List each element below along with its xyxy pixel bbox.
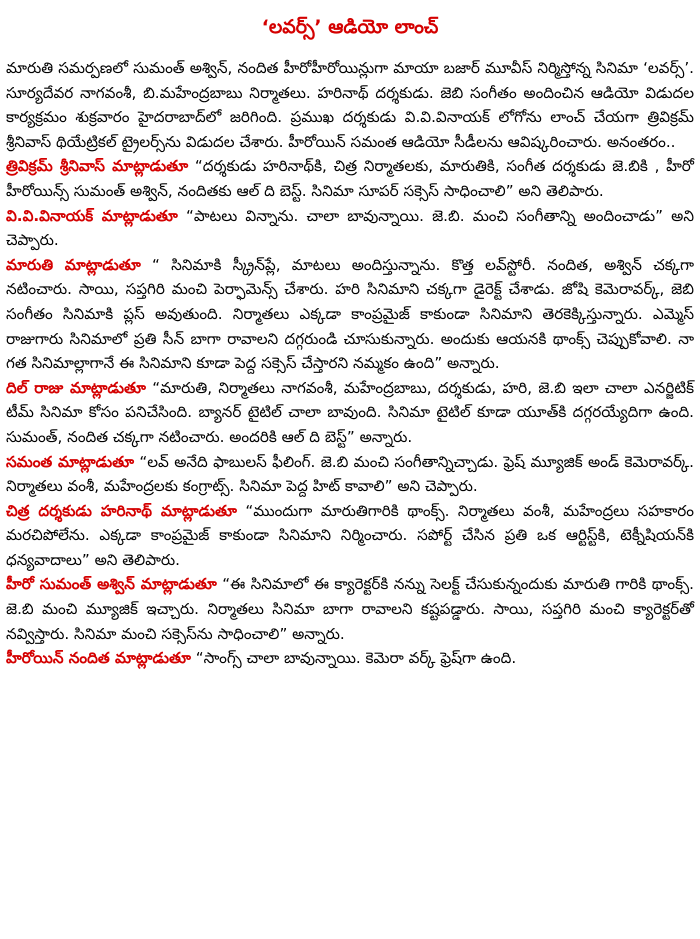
quote-paragraph — [6, 450, 694, 499]
quote-paragraph — [6, 154, 694, 203]
quote-paragraph — [6, 572, 694, 646]
quote-paragraph — [6, 499, 694, 573]
quote-paragraph — [6, 204, 694, 253]
speaker-name: మారుతి మాట్లాడుతూ — [6, 255, 141, 274]
quote-text: “పాటలు విన్నాను. చాలా బావున్నాయి. జె.బి. మంచి సంగీతాన్ని అందించాడు” అని చెప్పారు. — [6, 206, 694, 250]
intro-paragraph: మారుతి సమర్పణలో సుమంత్ అశ్విన్, నందిత హీరోహీరోయిన్లుగా మాయా బజార్ మూవీస్ నిర్మిస్తోన్న సినిమా ‘లవర్స్’. సూర్యదేవర నాగవంశీ, బి.మహేంద్రబాబు నిర్మాతలు. హరినాథ్ దర్శకుడు. జెబి సంగీతం అందించిన ఆడియో విడుదల కార్యక్రమం శుక్రవారం హైదరాబాద్‌లో జరిగింది. ప్రముఖ దర్శకుడు వి.వి.వినాయక్ లోగోను లాంచ్ చేయగా త్రివిక్రమ్ శ్రీనివాస్ థియేట్రికల్ ట్రైలర్స్‌ను విడుదల చేశారు. హీరోయిన్ సమంత ఆడియో సీడీలను ఆవిష్కరించారు. అనంతరం.. — [6, 59, 694, 151]
speaker-name: సమంత మాట్లాడుతూ — [6, 452, 135, 471]
quote-paragraph — [6, 376, 694, 450]
quote-text: “ముందుగా మారుతిగారికి థాంక్స్. నిర్మాతలు వంశీ, మహేంద్రలు సహకారం మరచిపోలేను. ఎక్కడా కాంప్రమైజ్ కాకుండా సినిమాని నిర్మించారు. సపోర్ట్ చేసిన ప్రతి ఒక ఆర్టిస్ట్‌కి, టెక్నీషియన్‌కి ధన్యవాదాలు” అని తెలిపారు. — [6, 501, 694, 569]
article-page — [0, 10, 700, 939]
quote-text: “దర్శకుడు హరినాథ్‌కి, చిత్ర నిర్మాతలకు, మారుతికి, సంగీత దర్శకుడు జె.బికి , హీరో హీరోయిన్స్ సుమంత్ అశ్విన్, నందితకు ఆల్ ది బెస్ట్. సినిమా సూపర్ సక్సెస్ సాధించాలి” అని తెలిపారు. — [6, 157, 694, 200]
quote-text: “ఈ సినిమాలో ఈ క్యారెక్టర్‌కి నన్ను సెలక్ట్ చేసుకున్నందుకు మారుతి గారికి థాంక్స్. జె.బి మంచి మ్యూజిక్ ఇచ్చారు. నిర్మాతలు సినిమా బాగా రావాలని కష్టపడ్డారు. సాయి, సప్తగిరి మంచి క్యారెక్టర్‌తో నవ్విస్తారు. సినిమా మంచి సక్సెస్‌ను సాధించాలి” అన్నారు. — [6, 575, 694, 643]
speaker-name: హీరో సుమంత్ అశ్విన్ మాట్లాడుతూ — [6, 575, 217, 594]
speaker-name: చిత్ర దర్శకుడు హరినాథ్ మాట్లాడుతూ — [6, 501, 237, 520]
speaker-name: వి.వి.వినాయక్ మాట్లాడుతూ — [6, 206, 178, 225]
quote-paragraph — [6, 646, 694, 671]
quote-text: “ సినిమాకి స్క్రీన్‌ప్లే, మాటలు అందిస్తున్నాను. కొత్త లవ్‌స్టోరీ. నందిత, అశ్విన్ చక్కగా నటించారు. సాయి, సప్తగిరి మంచి పెర్ఫామెన్స్ చేశారు. హరి సినిమాని చక్కగా డైరెక్ట్ చేశాడు. జోషి కెమెరావర్క్, జెబి సంగీతం సినిమాకి ప్లస్ అవుతుంది. నిర్మాతలు ఎక్కడా కాంప్రమైజ్ కాకుండా సినిమాని తెరకెక్కిస్తున్నారు. ఎమ్మెస్ రాజుగారు సినిమాలో ప్రతి సీన్ బాగా రావాలని దగ్గరుండి చూసుకున్నారు. అందుకు ఆయనకి థాంక్స్ చెప్పుకోవాలి. నా గత సినిమాల్లాగానే ఈ సినిమాని కూడా పెద్ద సక్సెస్ చేస్తారని నమ్మకం ఉంది” అన్నారు. — [6, 255, 694, 373]
speaker-name: దిల్ రాజు మాట్లాడుతూ — [6, 378, 146, 397]
article-body — [6, 56, 694, 671]
page-title: ‘లవర్స్’ ఆడియో లాంచ్ — [261, 16, 439, 38]
quote-text: “మారుతి, నిర్మాతలు నాగవంశీ, మహేంద్రబాబు, దర్శకుడు, హరి, జె.బి ఇలా చాలా ఎనర్జిటిక్ టీమ్ సినిమా కోసం పనిచేసింది. బ్యానర్ టైటిల్ చాలా బావుంది. సినిమా టైటిల్ కూడా యూత్‌కి దగ్గరయ్యేదిగా ఉంది. సుమంత్, నందిత చక్కగా నటించారు. అందరికి ఆల్ ది బెస్ట్” అన్నారు. — [6, 378, 695, 446]
speaker-name: హీరోయిన్ నందిత మాట్లాడుతూ — [6, 649, 191, 668]
speaker-name: త్రివిక్రమ్ శ్రీనివాస్ మాట్లాడుతూ — [6, 157, 189, 176]
quote-text: “లవ్ అనేది ఫాబులస్ ఫీలింగ్. జె.బి మంచి సంగీతాన్నిచ్చాడు. ఫ్రెష్ మ్యూజిక్ అండ్ కెమెరావర్క్. నిర్మాతలు వంశీ, మహేంద్రలకు కంగ్రాట్స్. సినిమా పెద్ద హిట్ కావాలి” అని చెప్పారు. — [6, 452, 694, 496]
quote-text: “సాంగ్స్ చాలా బావున్నాయి. కెమెరా వర్క్ ఫ్రెష్‌గా ఉంది. — [190, 649, 517, 668]
quote-paragraph — [6, 253, 694, 376]
